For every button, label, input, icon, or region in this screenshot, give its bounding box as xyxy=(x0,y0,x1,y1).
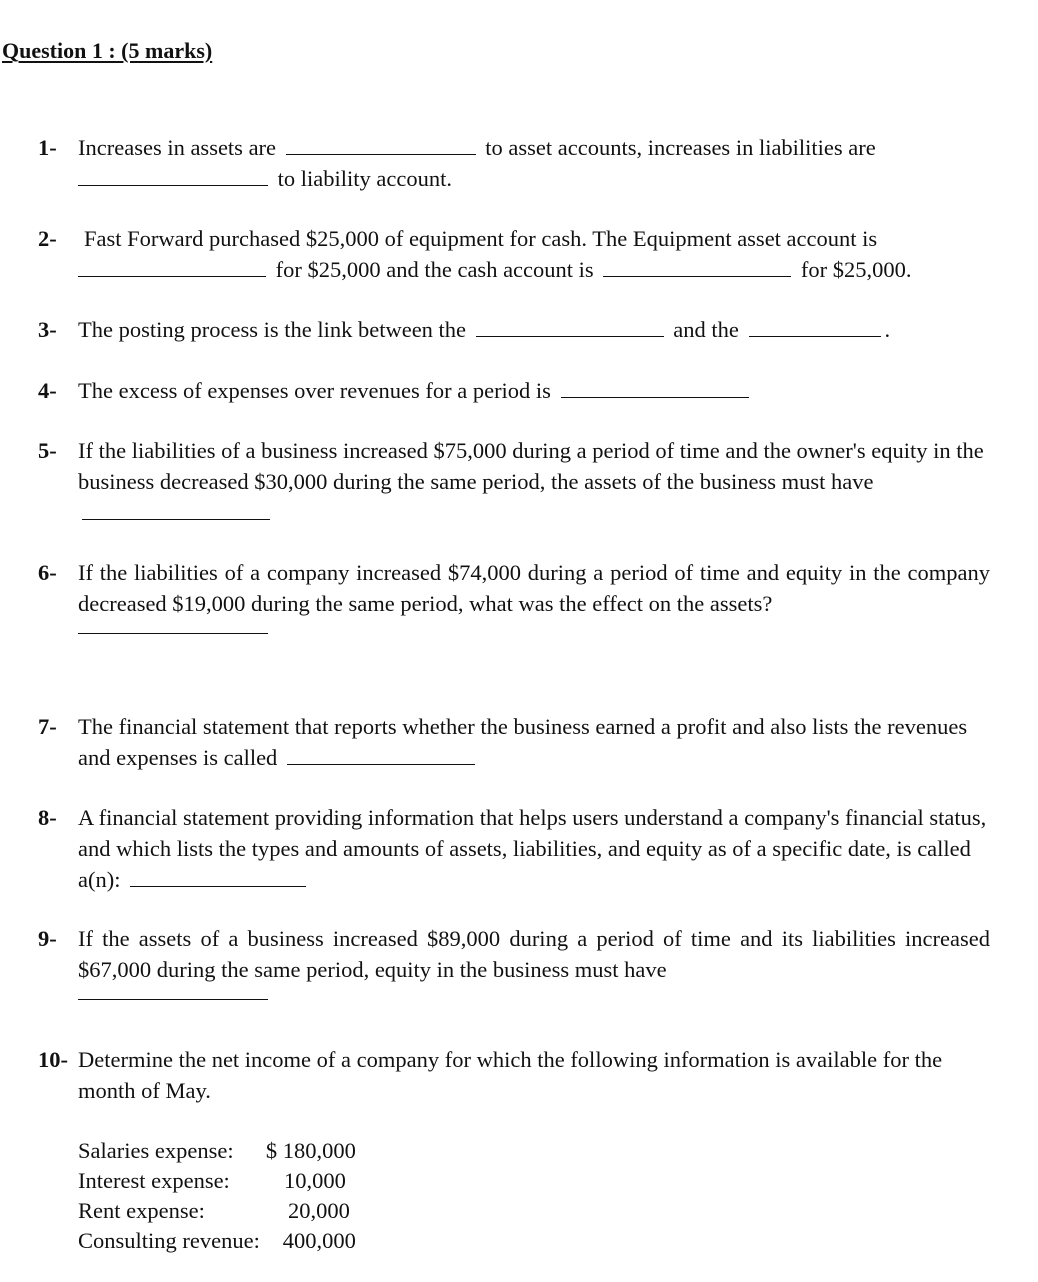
may-data-table xyxy=(78,1136,356,1256)
question-text: A financial statement providing information that helps users understand a company's financial status, and which lists the types and amounts of assets, liabilities, and equity as of a specific date, is called a(n): xyxy=(78,805,987,892)
row-value: $ 180,000 xyxy=(265,1138,356,1163)
question-number: 7- xyxy=(38,714,57,739)
question-text: Determine the net income of a company for which the following information is available for the month of May. xyxy=(78,1047,943,1103)
row-value: 20,000 xyxy=(287,1198,350,1223)
question-text: The financial statement that reports whether the business earned a profit and also lists the revenues and expenses is called xyxy=(78,714,968,770)
question-5 xyxy=(38,435,990,528)
question-text: for $25,000 and the cash account is xyxy=(275,257,594,282)
question-7 xyxy=(38,711,990,773)
answer-blank[interactable] xyxy=(476,316,664,337)
question-number: 6- xyxy=(38,560,57,585)
question-text: Fast Forward purchased $25,000 of equipment for cash. The Equipment asset account is xyxy=(84,226,878,251)
answer-blank[interactable] xyxy=(78,619,268,634)
question-number: 9- xyxy=(38,926,57,951)
question-text: If the liabilities of a business increased $75,000 during a period of time and the owner's equity in the business decreased $30,000 during the same period, the assets of the business must have xyxy=(78,438,984,494)
question-10 xyxy=(38,1044,990,1106)
row-label: Consulting revenue: xyxy=(78,1228,260,1253)
question-text: and the xyxy=(673,317,739,342)
question-text: for $25,000. xyxy=(800,257,912,282)
answer-blank[interactable] xyxy=(561,377,749,398)
question-text: The excess of expenses over revenues for a period is xyxy=(78,378,551,403)
question-number: 5- xyxy=(38,438,57,463)
answer-blank[interactable] xyxy=(603,256,791,277)
question-2 xyxy=(38,223,990,285)
question-8 xyxy=(38,802,990,895)
question-text: . xyxy=(884,317,891,342)
question-text: to liability account. xyxy=(277,166,452,191)
answer-blank[interactable] xyxy=(78,256,266,277)
question-number: 8- xyxy=(38,805,57,830)
row-value: 10,000 xyxy=(283,1168,346,1193)
row-label: Rent expense: xyxy=(78,1198,205,1223)
question-1 xyxy=(38,132,990,194)
answer-blank[interactable] xyxy=(749,316,881,337)
question-number: 4- xyxy=(38,378,57,403)
question-number: 2- xyxy=(38,226,57,251)
answer-blank[interactable] xyxy=(286,134,476,155)
question-number: 10- xyxy=(38,1047,68,1072)
table-row xyxy=(78,1166,356,1196)
question-title: Question 1 : (5 marks) xyxy=(2,38,213,63)
question-text: Increases in assets are xyxy=(78,135,277,160)
question-text: If the liabilities of a company increased $74,000 during a period of time and equity in the company decreased $19,000 during the same period, what was the effect on the assets? xyxy=(78,560,990,616)
question-4 xyxy=(38,375,990,406)
answer-blank[interactable] xyxy=(78,165,268,186)
question-3 xyxy=(38,314,990,345)
question-number: 1- xyxy=(38,135,57,160)
answer-blank[interactable] xyxy=(78,985,268,1000)
answer-blank[interactable] xyxy=(130,866,306,887)
row-value: 400,000 xyxy=(282,1228,356,1253)
question-number: 3- xyxy=(38,317,57,342)
row-label: Interest expense: xyxy=(78,1168,230,1193)
table-row xyxy=(78,1226,356,1256)
table-row xyxy=(78,1196,356,1226)
may-data-block xyxy=(38,1136,356,1256)
question-text: to asset accounts, increases in liabilities are xyxy=(485,135,876,160)
question-9 xyxy=(38,923,990,1000)
question-text: The posting process is the link between the xyxy=(78,317,467,342)
answer-blank[interactable] xyxy=(287,744,475,765)
question-text: If the assets of a business increased $89,000 during a period of time and its liabilities increased $67,000 during the same period, equity in the business must have xyxy=(78,926,990,982)
question-6 xyxy=(38,557,990,634)
table-row xyxy=(78,1136,356,1166)
row-label: Salaries expense: xyxy=(78,1138,234,1163)
answer-blank[interactable] xyxy=(82,499,270,520)
